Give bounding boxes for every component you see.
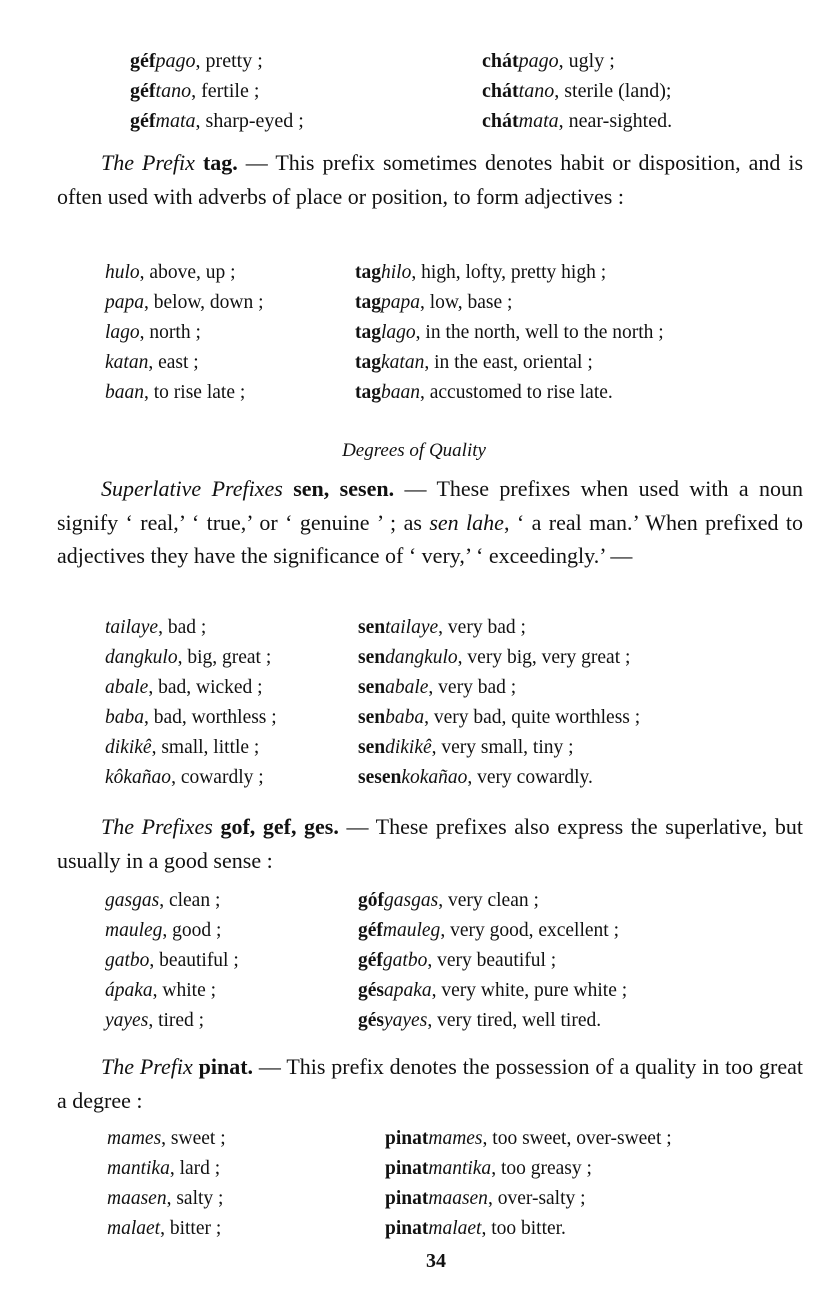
gloss: , accustomed to rise late.	[420, 382, 613, 403]
gloss: , clean ;	[159, 890, 221, 911]
stem: malaet	[428, 1218, 482, 1239]
stem: baba	[105, 707, 144, 728]
gloss: , very bad ;	[438, 617, 526, 638]
prefix: pinat	[385, 1128, 429, 1149]
gloss: , very tired, well tired.	[427, 1010, 602, 1031]
stem: lago	[381, 322, 416, 343]
stem: pago	[518, 50, 559, 72]
gloss: , sterile (land);	[554, 80, 672, 102]
prefix: chát	[482, 50, 519, 72]
prefix: tag	[355, 352, 381, 373]
stem: dangkulo	[385, 647, 458, 668]
prefix: sen	[358, 617, 386, 638]
gloss: , bitter ;	[160, 1218, 222, 1239]
stem: tano	[518, 80, 555, 102]
gloss: , in the east, oriental ;	[424, 352, 593, 373]
prefix: tag	[355, 262, 381, 283]
gloss: , north ;	[139, 322, 201, 343]
prefix: sen	[358, 707, 386, 728]
gloss: , very bad, quite worthless ;	[424, 707, 641, 728]
prefix: pinat	[385, 1218, 429, 1239]
gloss: , low, base ;	[420, 292, 513, 313]
section-lead: The Prefixes	[101, 814, 213, 839]
stem: baba	[385, 707, 425, 728]
gloss: , very cowardly.	[467, 767, 593, 788]
gloss: , very good, excellent ;	[440, 920, 620, 941]
gloss: , bad ;	[158, 617, 207, 638]
prefix: tag	[355, 382, 381, 403]
gloss: , too bitter.	[481, 1218, 566, 1239]
gloss: , bad, wicked ;	[148, 677, 263, 698]
paragraph-prefixes-gof-gef-ges	[57, 810, 803, 877]
gloss: , too greasy ;	[491, 1158, 592, 1179]
paragraph-text: — This prefix denotes the possession of a quality in too great a degree :	[57, 1054, 803, 1113]
paragraph-text: — This prefix sometimes denotes habit or disposition, and is often used with adverbs of place or position, to form adjectives :	[57, 150, 804, 209]
stem: kôkañao	[105, 767, 172, 788]
prefix: chát	[482, 110, 519, 132]
prefix: gés	[358, 1010, 384, 1031]
stem: dikikê	[105, 737, 152, 758]
gloss: , pretty ;	[195, 50, 263, 72]
section-lead: The Prefix	[101, 1054, 193, 1079]
stem: mauleg	[105, 920, 163, 941]
prefix: pinat	[385, 1188, 429, 1209]
gloss: , beautiful ;	[149, 950, 239, 971]
gloss: , tired ;	[148, 1010, 205, 1031]
stem: hulo	[105, 262, 140, 283]
gloss: , below, down ;	[144, 292, 264, 313]
stem: katan	[105, 352, 149, 373]
stem: mata	[155, 110, 196, 132]
gloss: , too sweet, over-sweet ;	[482, 1128, 672, 1149]
gloss: , to rise late ;	[144, 382, 246, 403]
stem: gasgas	[384, 890, 439, 911]
gloss: , fertile ;	[191, 80, 260, 102]
prefix: pinat	[385, 1158, 429, 1179]
stem: pago	[155, 50, 196, 72]
gloss: , high, lofty, pretty high ;	[411, 262, 607, 283]
stem: dikikê	[385, 737, 432, 758]
paragraph-prefix-pinat	[57, 1050, 803, 1117]
gloss: , near-sighted.	[558, 110, 673, 132]
stem: maasen	[107, 1188, 167, 1209]
section-lead: The Prefix	[101, 150, 195, 175]
example-term: sen lahe	[429, 509, 504, 535]
stem: mames	[107, 1128, 162, 1149]
stem: gasgas	[105, 890, 160, 911]
gloss: , good ;	[162, 920, 222, 941]
stem: tailaye	[385, 617, 439, 638]
gloss: , above, up ;	[139, 262, 236, 283]
prefix-term: pinat.	[198, 1054, 254, 1079]
stem: mauleg	[382, 920, 441, 941]
gloss: , east ;	[148, 352, 199, 373]
prefix-term: tag.	[202, 150, 238, 175]
stem: yayes	[105, 1010, 149, 1031]
gloss: , big, great ;	[177, 647, 272, 668]
gloss: , sharp-eyed ;	[195, 110, 304, 132]
gloss: , very beautiful ;	[427, 950, 557, 971]
prefix: góf	[358, 890, 384, 911]
gloss: , very bad ;	[428, 677, 517, 698]
stem: maasen	[428, 1188, 488, 1209]
stem: baan	[105, 382, 144, 403]
stem: tailaye	[105, 617, 159, 638]
page-number: 34	[426, 1250, 446, 1272]
gloss: , in the north, well to the north ;	[415, 322, 664, 343]
gloss: , sweet ;	[161, 1128, 226, 1149]
gloss: , over-salty ;	[487, 1188, 586, 1209]
prefix: tag	[355, 322, 381, 343]
stem: dangkulo	[105, 647, 178, 668]
paragraph-text: , ‘ a real man.’ When prefixed to adjectives they have the significance of ‘ very,’ ‘ exceedingly.’ —	[57, 509, 804, 568]
prefix: géf	[130, 80, 156, 102]
gloss: , bad, worthless ;	[144, 707, 277, 728]
stem: abale	[105, 677, 149, 698]
stem: malaet	[107, 1218, 161, 1239]
stem: baan	[381, 382, 420, 403]
stem: katan	[381, 352, 425, 373]
gloss: , ugly ;	[558, 50, 615, 72]
prefix: chát	[482, 80, 519, 102]
stem: kokañao	[401, 767, 468, 788]
gloss: , cowardly ;	[171, 767, 264, 788]
stem: yayes	[384, 1010, 428, 1031]
prefix: géf	[358, 950, 383, 971]
paragraph-prefix-tag	[57, 146, 803, 213]
gloss: , salty ;	[166, 1188, 224, 1209]
stem: papa	[381, 292, 420, 313]
stem: papa	[105, 292, 144, 313]
section-heading: Degrees of Quality	[342, 440, 486, 461]
paragraph-superlative-prefixes	[57, 472, 803, 573]
stem: mames	[428, 1128, 483, 1149]
stem: mantika	[107, 1158, 170, 1179]
stem: mantika	[428, 1158, 492, 1179]
stem: gatbo	[105, 950, 150, 971]
stem: ápaka	[105, 980, 153, 1001]
gloss: , lard ;	[169, 1158, 221, 1179]
prefix-term: sen, sesen.	[293, 476, 395, 501]
prefix-term: gof, gef, ges.	[220, 814, 339, 839]
gloss: , very clean ;	[438, 890, 539, 911]
prefix: tag	[355, 292, 381, 313]
gloss: , very small, tiny ;	[431, 737, 574, 758]
gloss: , small, little ;	[151, 737, 260, 758]
gloss: , white ;	[152, 980, 217, 1001]
section-lead: Superlative Prefixes	[101, 476, 283, 501]
prefix: gés	[358, 980, 384, 1001]
prefix: sesen	[358, 767, 402, 788]
stem: lago	[105, 322, 140, 343]
prefix: géf	[130, 50, 156, 72]
stem: hilo	[381, 262, 412, 283]
prefix: sen	[358, 677, 386, 698]
prefix: géf	[358, 920, 383, 941]
stem: tano	[155, 80, 192, 102]
prefix: sen	[358, 737, 386, 758]
gloss: , very big, very great ;	[457, 647, 631, 668]
stem: apaka	[384, 980, 432, 1001]
gloss: , very white, pure white ;	[431, 980, 628, 1001]
prefix: géf	[130, 110, 156, 132]
paragraph-text: — These prefixes also express the superlative, but usually in a good sense :	[57, 814, 803, 873]
paragraph-text: — These prefixes when used with a noun signify ‘ real,’ ‘ true,’ or ‘ genuine ’ ; as	[57, 476, 804, 535]
stem: abale	[385, 677, 429, 698]
prefix: sen	[358, 647, 386, 668]
stem: mata	[518, 110, 559, 132]
stem: gatbo	[382, 950, 428, 971]
